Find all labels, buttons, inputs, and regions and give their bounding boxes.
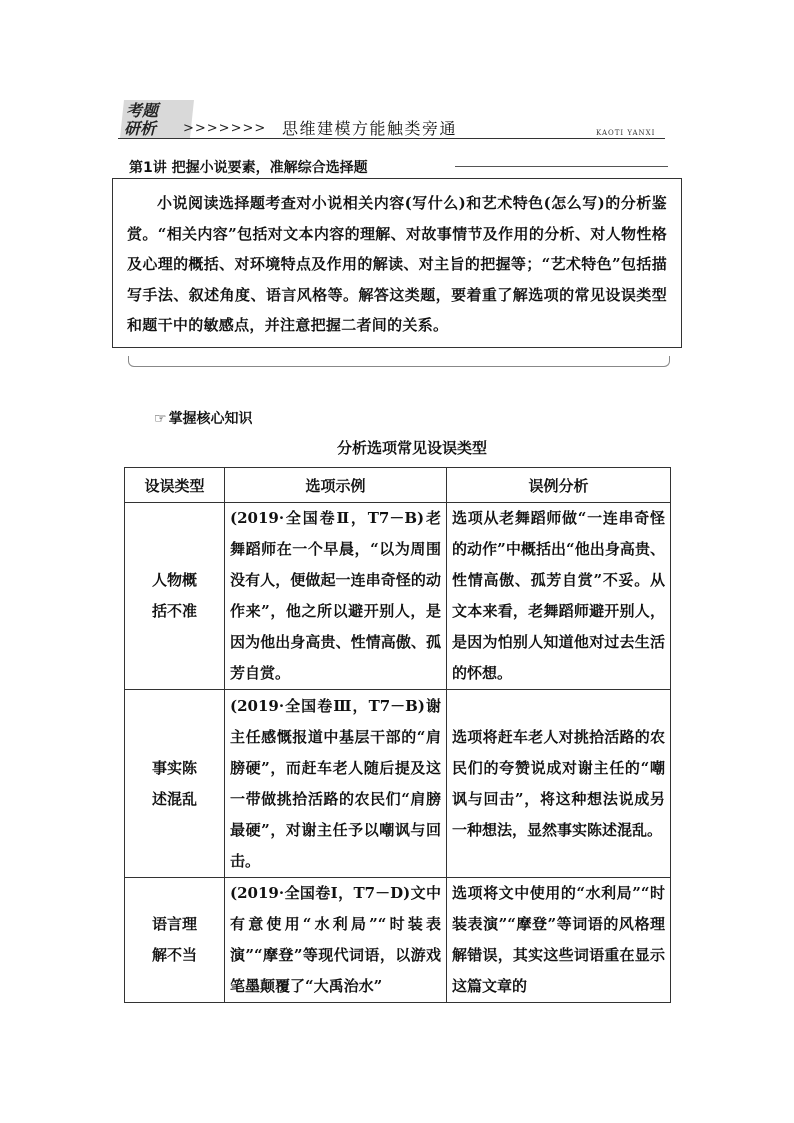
header-example: 选项示例 — [225, 468, 447, 503]
row-analysis: 选项将赶车老人对挑拾活路的农民们的夸赞说成对谢主任的“嘲讽与回击”，将这种想法说成另一种想法，显然事实陈述混乱。 — [447, 690, 671, 878]
header-analysis: 误例分析 — [447, 468, 671, 503]
row-example: (2019·全国卷Ⅱ，T7－B)老舞蹈师在一个早晨，“以为周围没有人，便做起一连串奇怪的动作来”，他之所以避开别人，是因为他出身高贵、性情高傲、孤芳自赏。 — [225, 503, 447, 690]
header-title: 思维建模方能触类旁通 — [282, 119, 458, 138]
lesson-title: 第1讲 把握小说要素，准解综合选择题 — [129, 160, 368, 176]
row-type: 事实陈述混乱 — [125, 690, 225, 878]
table-row — [125, 503, 671, 690]
row-type: 人物概括不准 — [125, 503, 225, 690]
header-pinyin: KAOTI YANXI — [596, 129, 656, 137]
table-header-row — [125, 468, 671, 503]
section-heading-label: 掌握核心知识 — [168, 411, 253, 427]
intro-box — [112, 178, 682, 348]
row-analysis: 选项从老舞蹈师做“一连串奇怪的动作”中概括出“他出身高贵、性情高傲、孤芳自赏”不妥。从文本来看，老舞蹈师避开别人，是因为怕别人知道他对过去生活的怀想。 — [447, 503, 671, 690]
row-example: (2019·全国卷Ⅲ，T7－B)谢主任感慨报道中基层干部的“肩膀硬”，而赶车老人随后提及这一带做挑拾活路的农民们“肩膀最硬”，对谢主任予以嘲讽与回击。 — [225, 690, 447, 878]
header-arrows: >>>>>>> — [183, 121, 267, 136]
lesson-title-rule — [455, 166, 668, 167]
intro-text: 小说阅读选择题考查对小说相关内容(写什么)和艺术特色(怎么写)的分析鉴赏。“相关内容”包括对文本内容的理解、对故事情节及作用的分析、对人物性格及心理的概括、对环境特点及作用的解读、对主旨的把握等；“艺术特色”包括描写手法、叙述角度、语言风格等。解答这类题，要着重了解选项的常见设误类型和题干中的敏感点，并注意把握二者间的关系。 — [127, 194, 667, 334]
section-heading — [154, 408, 253, 428]
row-example: (2019·全国卷Ⅰ，T7－D)文中有意使用“水利局”“时装表演”“摩登”等现代词语，以游戏笔墨颠覆了“大禹治水” — [225, 878, 447, 1003]
intro-box-shadow — [128, 356, 670, 367]
error-types-table — [124, 467, 671, 1003]
table-row — [125, 690, 671, 878]
header-rule — [118, 138, 665, 139]
table-row — [125, 878, 671, 1003]
table-title: 分析选项常见设误类型 — [336, 439, 487, 457]
row-analysis: 选项将文中使用的“水利局”“时装表演”“摩登”等词语的风格理解错误，其实这些词语重在显示这篇文章的 — [447, 878, 671, 1003]
header-type: 设误类型 — [125, 468, 225, 503]
logo-line2: 研析 — [124, 119, 157, 138]
logo-line1: 考题 — [126, 101, 159, 120]
row-type: 语言理解不当 — [125, 878, 225, 1003]
pointing-hand-icon: ☞ — [154, 411, 167, 427]
